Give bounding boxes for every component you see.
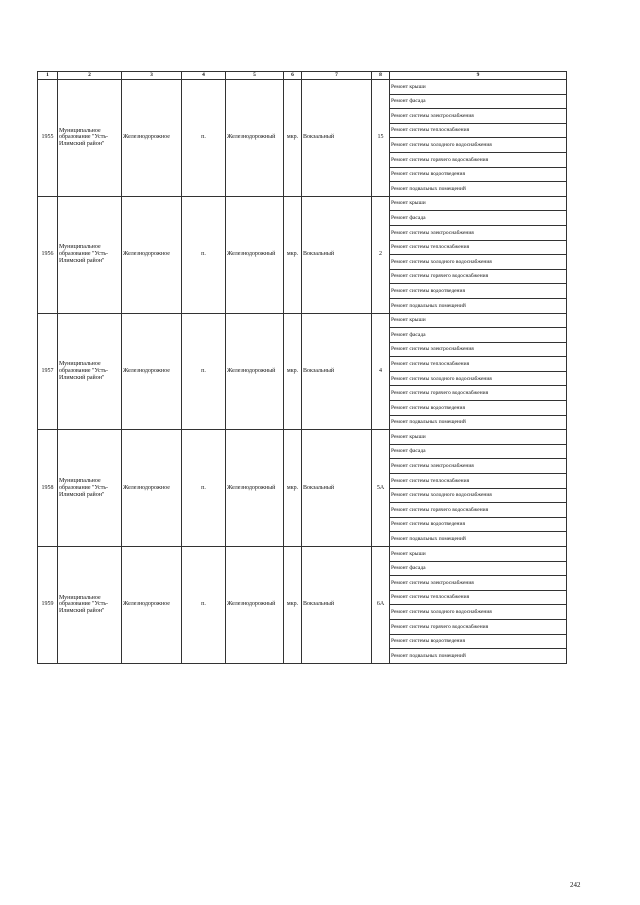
municipality-cell: Муниципальное образование "Усть-Илимский район" [58, 430, 122, 547]
work-item: Ремонт системы водоотведения [390, 634, 567, 649]
column-header: 5 [226, 72, 284, 80]
table-row [38, 547, 567, 562]
work-item: Ремонт системы теплоснабжения [390, 590, 567, 605]
work-item: Ремонт системы водоотведения [390, 284, 567, 299]
table-row [38, 430, 567, 445]
street-cell: Железнодорожный [226, 80, 284, 197]
work-item: Ремонт системы электроснабжения [390, 342, 567, 357]
street-cell: Железнодорожный [226, 430, 284, 547]
work-item: Ремонт фасада [390, 444, 567, 459]
street-type-cell: мкр. [284, 80, 302, 197]
column-header: 2 [58, 72, 122, 80]
work-item: Ремонт системы электроснабжения [390, 225, 567, 240]
settlement-cell: Железнодорожное [122, 547, 182, 664]
street-cell: Железнодорожный [226, 196, 284, 313]
record-number: 1959 [38, 547, 58, 664]
work-item: Ремонт подвальных помещений [390, 532, 567, 547]
work-item: Ремонт системы холодного водоснабжения [390, 138, 567, 153]
settlement-type-cell: п. [182, 196, 226, 313]
work-item: Ремонт системы водоотведения [390, 517, 567, 532]
municipality-cell: Муниципальное образование "Усть-Илимский район" [58, 80, 122, 197]
work-item: Ремонт крыши [390, 80, 567, 95]
street-type-cell: мкр. [284, 196, 302, 313]
work-item: Ремонт системы электроснабжения [390, 576, 567, 591]
work-item: Ремонт системы теплоснабжения [390, 123, 567, 138]
settlement-type-cell: п. [182, 547, 226, 664]
work-item: Ремонт системы холодного водоснабжения [390, 488, 567, 503]
street-name-cell: Вокзальный [302, 313, 372, 430]
table-body [38, 80, 567, 664]
work-item: Ремонт системы теплоснабжения [390, 357, 567, 372]
work-item: Ремонт системы горячего водоснабжения [390, 619, 567, 634]
repair-register-table [37, 71, 567, 664]
work-item: Ремонт системы холодного водоснабжения [390, 371, 567, 386]
column-header: 3 [122, 72, 182, 80]
work-item: Ремонт фасада [390, 211, 567, 226]
settlement-cell: Железнодорожное [122, 313, 182, 430]
work-item: Ремонт фасада [390, 94, 567, 109]
work-item: Ремонт фасада [390, 561, 567, 576]
work-item: Ремонт системы горячего водоснабжения [390, 152, 567, 167]
house-number-cell: 2 [372, 196, 390, 313]
work-item: Ремонт крыши [390, 547, 567, 562]
street-cell: Железнодорожный [226, 313, 284, 430]
column-header: 7 [302, 72, 372, 80]
settlement-type-cell: п. [182, 313, 226, 430]
table-row [38, 196, 567, 211]
record-number: 1955 [38, 80, 58, 197]
work-item: Ремонт системы электроснабжения [390, 109, 567, 124]
column-header: 4 [182, 72, 226, 80]
settlement-type-cell: п. [182, 80, 226, 197]
work-item: Ремонт системы горячего водоснабжения [390, 386, 567, 401]
work-item: Ремонт крыши [390, 196, 567, 211]
work-item: Ремонт крыши [390, 430, 567, 445]
street-type-cell: мкр. [284, 547, 302, 664]
work-item: Ремонт подвальных помещений [390, 649, 567, 664]
municipality-cell: Муниципальное образование "Усть-Илимский район" [58, 313, 122, 430]
house-number-cell: 4 [372, 313, 390, 430]
settlement-cell: Железнодорожное [122, 80, 182, 197]
table-row [38, 80, 567, 95]
work-item: Ремонт системы горячего водоснабжения [390, 503, 567, 518]
street-name-cell: Вокзальный [302, 547, 372, 664]
municipality-cell: Муниципальное образование "Усть-Илимский район" [58, 547, 122, 664]
page-number: 242 [570, 881, 581, 889]
settlement-cell: Железнодорожное [122, 196, 182, 313]
column-header: 9 [390, 72, 567, 80]
settlement-type-cell: п. [182, 430, 226, 547]
street-cell: Железнодорожный [226, 547, 284, 664]
work-item: Ремонт системы горячего водоснабжения [390, 269, 567, 284]
street-type-cell: мкр. [284, 430, 302, 547]
house-number-cell: 5А [372, 430, 390, 547]
work-item: Ремонт системы водоотведения [390, 167, 567, 182]
column-header: 1 [38, 72, 58, 80]
work-item: Ремонт подвальных помещений [390, 415, 567, 430]
work-item: Ремонт системы теплоснабжения [390, 474, 567, 489]
work-item: Ремонт фасада [390, 328, 567, 343]
record-number: 1958 [38, 430, 58, 547]
house-number-cell: 6А [372, 547, 390, 664]
table-row [38, 313, 567, 328]
column-header: 6 [284, 72, 302, 80]
street-name-cell: Вокзальный [302, 196, 372, 313]
work-item: Ремонт подвальных помещений [390, 182, 567, 197]
column-number-row [38, 72, 567, 80]
house-number-cell: 15 [372, 80, 390, 197]
settlement-cell: Железнодорожное [122, 430, 182, 547]
work-item: Ремонт системы водоотведения [390, 401, 567, 416]
street-type-cell: мкр. [284, 313, 302, 430]
work-item: Ремонт крыши [390, 313, 567, 328]
work-item: Ремонт системы электроснабжения [390, 459, 567, 474]
work-item: Ремонт системы теплоснабжения [390, 240, 567, 255]
street-name-cell: Вокзальный [302, 80, 372, 197]
work-item: Ремонт системы холодного водоснабжения [390, 255, 567, 270]
record-number: 1956 [38, 196, 58, 313]
column-header: 8 [372, 72, 390, 80]
record-number: 1957 [38, 313, 58, 430]
municipality-cell: Муниципальное образование "Усть-Илимский район" [58, 196, 122, 313]
work-item: Ремонт системы холодного водоснабжения [390, 605, 567, 620]
street-name-cell: Вокзальный [302, 430, 372, 547]
work-item: Ремонт подвальных помещений [390, 298, 567, 313]
